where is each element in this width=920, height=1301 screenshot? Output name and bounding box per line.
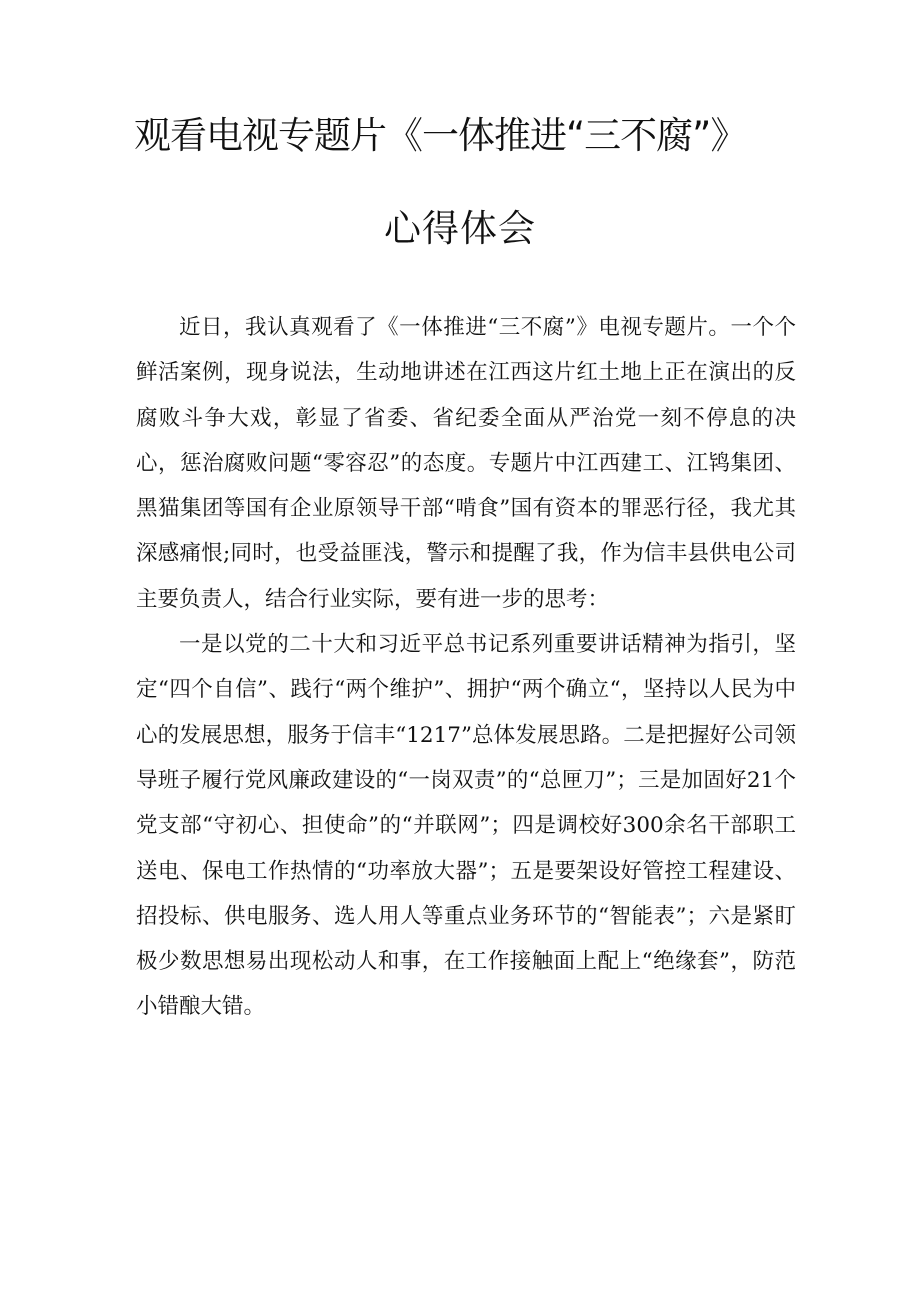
paragraph-intro: 近日，我认真观看了《一体推进“三不腐”》电视专题片。一个个鲜活案例，现身说法，生动地讲述在江西这片红土地上正在演出的反腐败斗争大戏，彰显了省委、省纪委全面从严治党一刻不停息的决心，惩治腐败问题“零容忍”的态度。专题片中江西建工、江鸨集团、黑猫集团等国有企业原领导干部“啃食”国有资本的罪恶行径，我尤其深感痛恨;同时，也受益匪浅，警示和提醒了我，作为信丰县供电公司主要负责人，结合行业实际，要有进一步的思考： <box>136 315 796 612</box>
document-title-line1: 观看电视专题片《一体推进“三不腐”》 <box>134 114 747 157</box>
document-body <box>136 305 796 1030</box>
document-title-line2: 心得体会 <box>384 207 536 250</box>
paragraph-points: 一是以党的二十大和习近平总书记系列重要讲话精神为指引，坚定“四个自信”、践行“两个维护”、拥护“两个确立“，坚持以人民为中心的发展思想，服务于信丰“1217”总体发展思路。二是把握好公司领导班子履行党风廉政建设的“一岗双责”的“总匣刀”；三是加固好21个党支部“守初心、担使命”的“并联网”；四是调校好300余名干部职工送电、保电工作热情的“功率放大器”；五是要架设好管控工程建设、招投标、供电服务、选人用人等重点业务环节的“智能表”；六是紧盯极少数思想易出现松动人和事，在工作接触面上配上“绝缘套”，防范小错酿大错。 <box>136 632 796 1020</box>
